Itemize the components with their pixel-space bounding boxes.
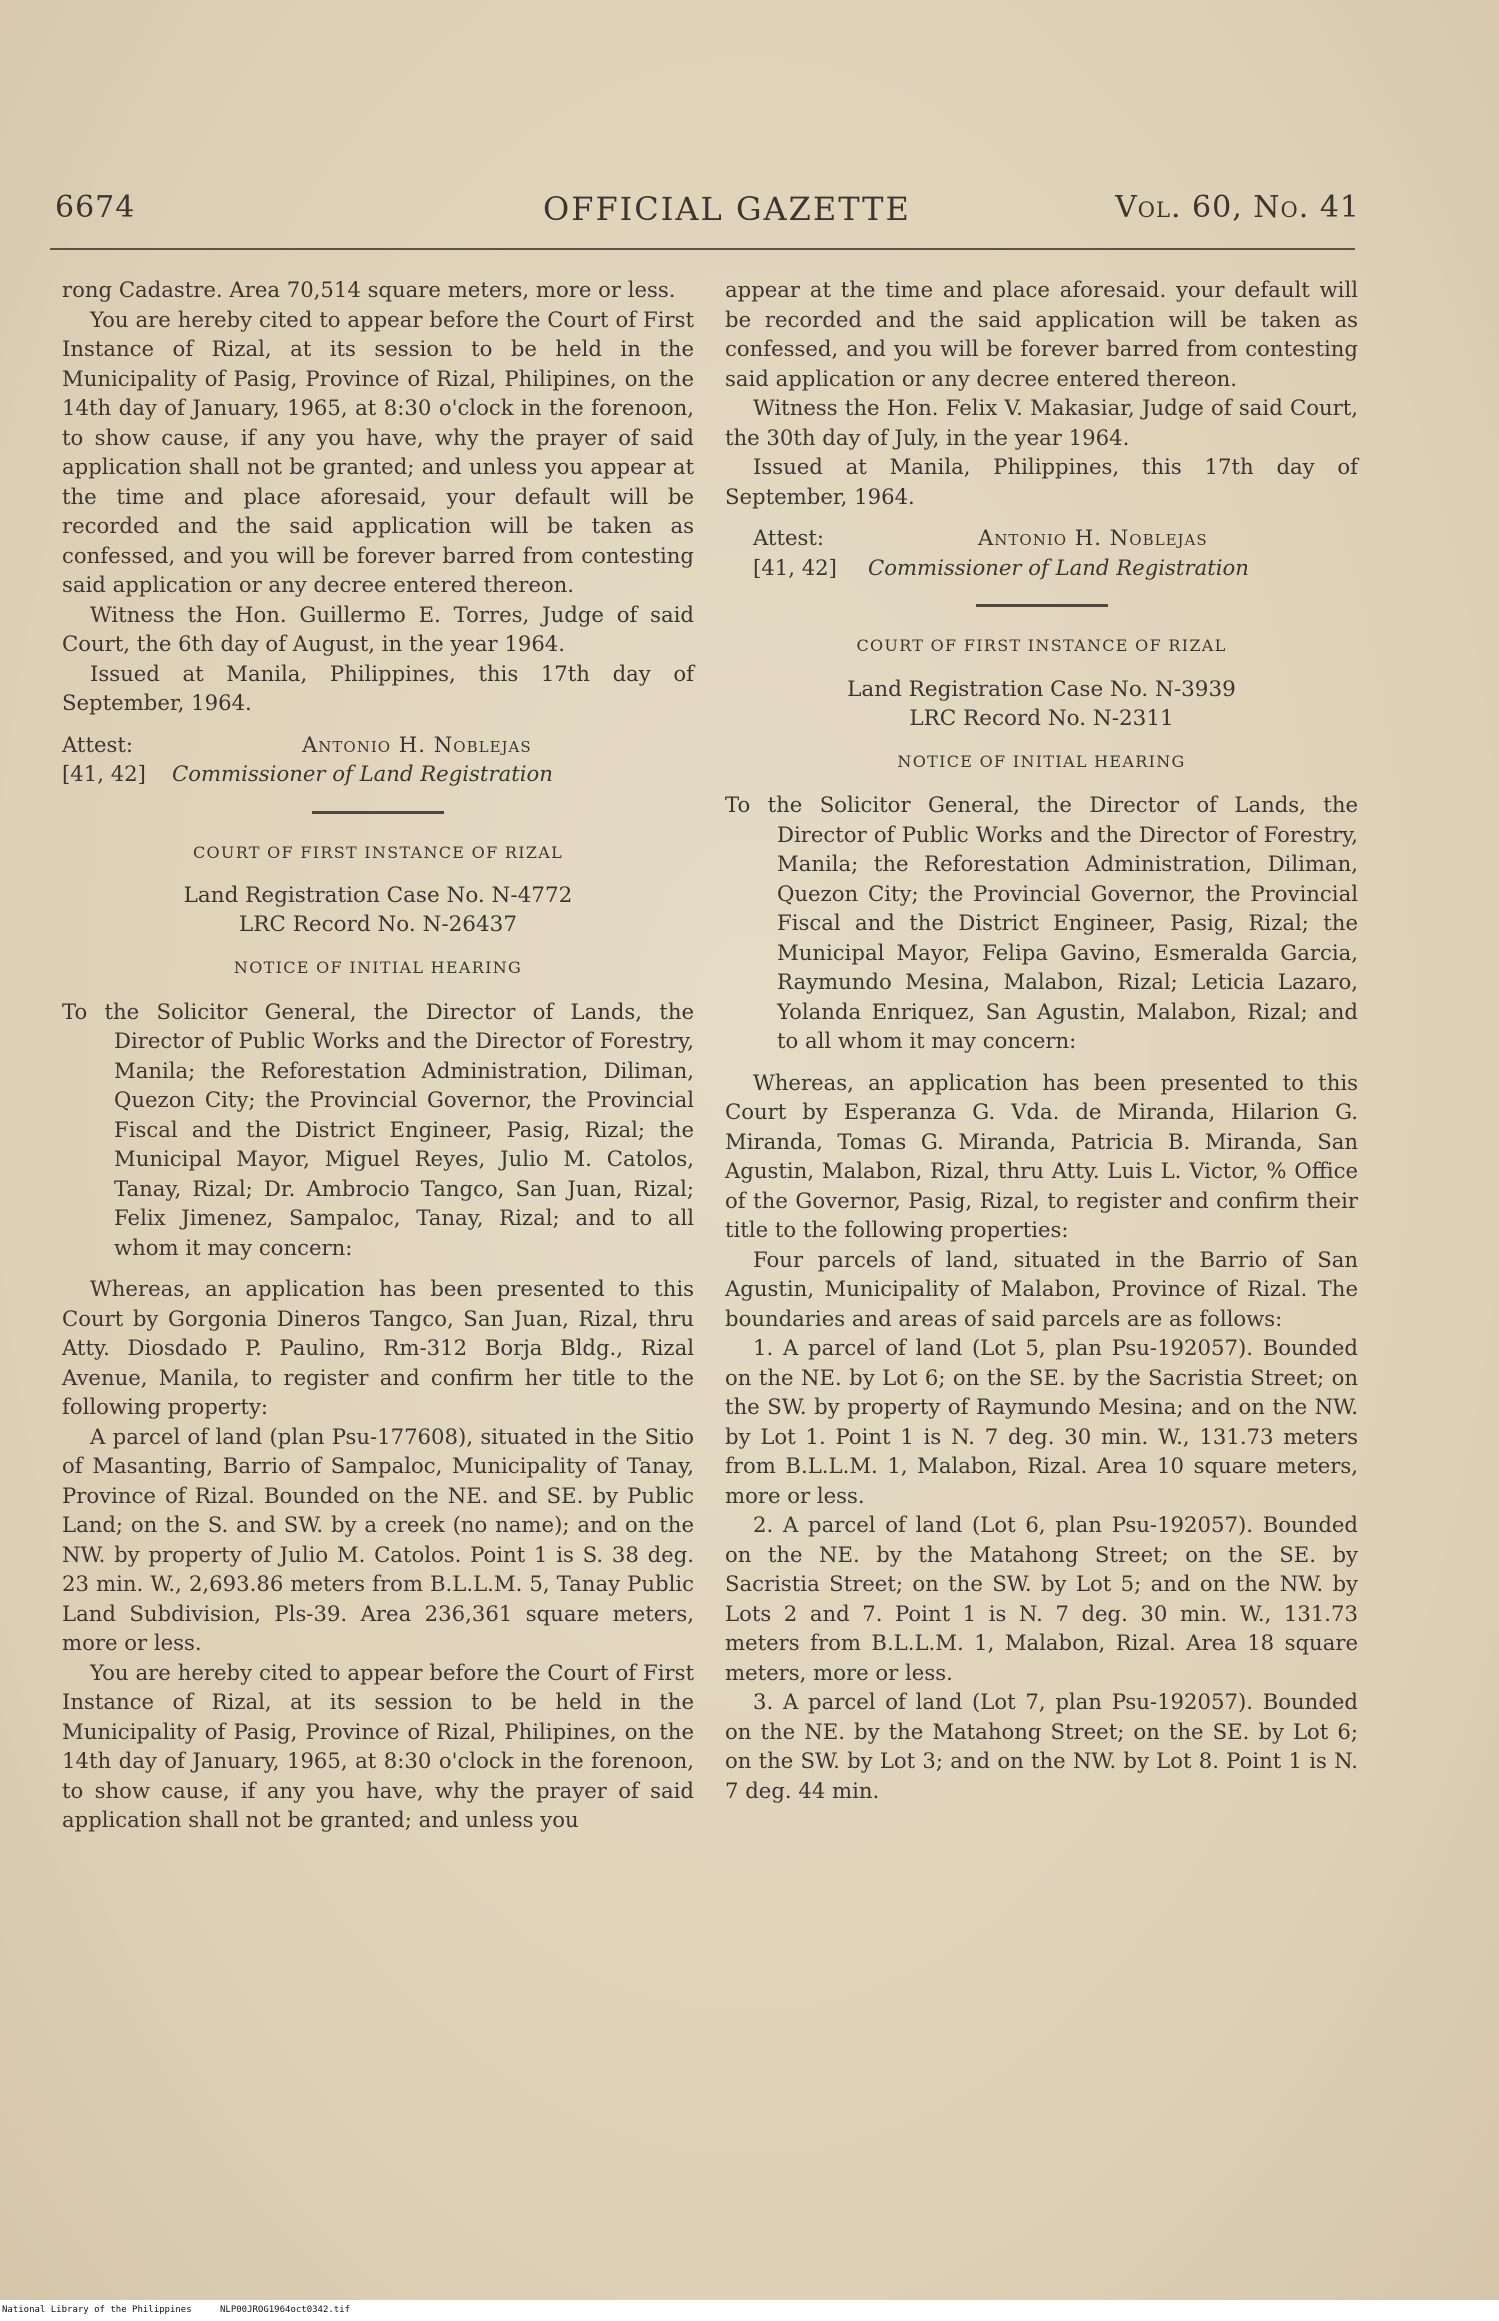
header-rule — [50, 248, 1355, 250]
paragraph: 1. A parcel of land (Lot 5, plan Psu-192057). Bounded on the NE. by Lot 6; on the SE. by the Sacristia Street; on the SW. by property of Raymundo Mesina; and on the NW. by Lot 1. Point 1 is N. 7 deg. 30 min. W., 131.73 meters from B.L.L.M. 1, Malabon, Rizal. Area 10 square meters, more or less. — [725, 1335, 1358, 1508]
paragraph: Issued at Manila, Philippines, this 17th day of September, 1964. — [725, 454, 1358, 509]
attestation-title-row — [725, 553, 1358, 583]
address-paragraph: To the Solicitor General, the Director of Lands, the Director of Public Works and the Director of Forestry, Manila; the Reforestation Administration, Diliman, Quezon City; the Provincial Governor, the Provincial Fiscal and the District Engineer, Pasig, Rizal; the Municipal Mayor, Felipa Gavino, Esmeralda Garcia, Raymundo Mesina, Malabon, Rizal; Leticia Lazaro, Yolanda Enriquez, San Agustin, Malabon, Rizal; and to all whom it may concern: — [725, 792, 1358, 1053]
scan-footer — [0, 2300, 1499, 2321]
section-separator — [312, 811, 444, 814]
paragraph: You are hereby cited to appear before the Court of First Instance of Rizal, at its session to be held in the Municipality of Pasig, Province of Rizal, Philipines, on the 14th day of January, 1965, at 8:30 o'clock in the forenoon, to show cause, if any you have, why the prayer of said application shall not be granted; and unless you appear at the time and place aforesaid, your default will be recorded and the said application will be taken as confessed, and you will be forever barred from contesting said application or any decree entered thereon. — [62, 306, 694, 597]
paragraph: Issued at Manila, Philippines, this 17th day of September, 1964. — [62, 660, 694, 715]
left-column — [62, 275, 694, 1835]
paragraph: A parcel of land (plan Psu-177608), situated in the Sitio of Masanting, Barrio of Sampaloc, Municipality of Tanay, Province of Rizal. Bounded on the NE. and SE. by Public Land; on the S. and SW. by a creek (no name); and on the NW. by property of Julio M. Catolos. Point 1 is S. 38 deg. 23 min. W., 2,693.86 meters from B.L.L.M. 5, Tanay Public Land Subdivision, Pls-39. Area 236,361 square meters, more or less. — [62, 1423, 694, 1655]
attest-label: Attest: — [753, 525, 825, 550]
attestation-title-row — [62, 759, 694, 789]
paragraph: Whereas, an application has been presented to this Court by Esperanza G. Vda. de Miranda, Hilarion G. Miranda, Tomas G. Miranda, Patricia B. Miranda, San Agustin, Malabon, Rizal, thru Atty. Luis L. Victor, % Office of the Governor, Pasig, Rizal, to register and confirm their title to the following properties: — [725, 1069, 1358, 1242]
address-paragraph: To the Solicitor General, the Director of Lands, the Director of Public Works and the Director of Forestry, Manila; the Reforestation Administration, Diliman, Quezon City; the Provincial Governor, the Provincial Fiscal and the District Engineer, Pasig, Rizal; the Municipal Mayor, Miguel Reyes, Julio M. Catolos, Tanay, Rizal; Dr. Ambrocio Tangco, San Juan, Rizal; Felix Jimenez, Sampaloc, Tanay, Rizal; and to all whom it may concern: — [62, 998, 694, 1260]
notice-heading: NOTICE OF INITIAL HEARING — [897, 751, 1186, 771]
paragraph: 3. A parcel of land (Lot 7, plan Psu-192057). Bounded on the NE. by the Matahong Street; on the SE. by Lot 6; on the SW. by Lot 3; and on the NW. by Lot 8. Point 1 is N. 7 deg. 44 min. — [725, 1689, 1358, 1803]
attest-title: Commissioner of Land Registration — [172, 761, 553, 786]
publication-title: OFFICIAL GAZETTE — [543, 190, 911, 228]
court-heading: COURT OF FIRST INSTANCE OF RIZAL — [856, 636, 1227, 655]
lrc-record: LRC Record No. N-26437 — [238, 912, 518, 937]
attestation — [725, 523, 1358, 553]
paragraph: rong Cadastre. Area 70,514 square meters, more or less. — [62, 277, 676, 302]
attest-name: Antonio H. Noblejas — [978, 525, 1208, 550]
paragraph: Witness the Hon. Guillermo E. Torres, Judge of said Court, the 6th day of August, in the year 1964. — [62, 601, 694, 656]
reference-number: [41, 42] — [62, 761, 146, 786]
notice-heading: NOTICE OF INITIAL HEARING — [233, 958, 523, 977]
paragraph: 2. A parcel of land (Lot 6, plan Psu-192057). Bounded on the NE. by the Matahong Street; on the SE. by Sacristia Street; on the SW. by Lot 5; and on the NW. by Lots 2 and 7. Point 1 is N. 7 deg. 30 min. W., 131.73 meters from B.L.L.M. 1, Malabon, Rizal. Area 18 square meters, more or less. — [725, 1512, 1358, 1685]
attestation — [62, 730, 694, 760]
library-label: National Library of the Philippines — [2, 2305, 192, 2315]
lrc-record: LRC Record No. N-2311 — [909, 705, 1174, 731]
attest-label: Attest: — [62, 731, 134, 757]
case-number: Land Registration Case No. N-4772 — [183, 883, 573, 908]
right-column — [725, 275, 1358, 1805]
file-label: NLP00JROG1964oct0342.tif — [220, 2305, 351, 2315]
page-header — [55, 190, 1360, 240]
reference-number: [41, 42] — [753, 554, 837, 580]
paragraph: Whereas, an application has been presented to this Court by Gorgonia Dineros Tangco, San Juan, Rizal, thru Atty. Diosdado P. Paulino, Rm-312 Borja Bldg., Rizal Avenue, Manila, to register and confirm her title to the following property: — [62, 1276, 694, 1419]
case-number: Land Registration Case No. N-3939 — [847, 676, 1236, 702]
attest-title: Commissioner of Land Registration — [868, 554, 1249, 580]
attest-name: Antonio H. Noblejas — [302, 731, 532, 757]
section-separator — [976, 604, 1108, 607]
paragraph: Four parcels of land, situated in the Barrio of San Agustin, Municipality of Malabon, Province of Rizal. The boundaries and areas of said parcels are as follows: — [725, 1246, 1358, 1331]
paragraph: Witness the Hon. Felix V. Makasiar, Judge of said Court, the 30th day of July, in the year 1964. — [725, 395, 1358, 450]
volume-number: Vol. 60, No. 41 — [1115, 190, 1360, 225]
court-heading: COURT OF FIRST INSTANCE OF RIZAL — [192, 842, 564, 862]
page-number: 6674 — [55, 190, 136, 225]
paragraph: You are hereby cited to appear before the Court of First Instance of Rizal, at its session to be held in the Municipality of Pasig, Province of Rizal, Philipines, on the 14th day of January, 1965, at 8:30 o'clock in the forenoon, to show cause, if any you have, why the prayer of said application shall not be granted; and unless you — [62, 1659, 694, 1832]
paragraph: appear at the time and place aforesaid. your default will be recorded and the said application will be taken as confessed, and you will be forever barred from contesting said application or any decree entered thereon. — [725, 277, 1358, 391]
